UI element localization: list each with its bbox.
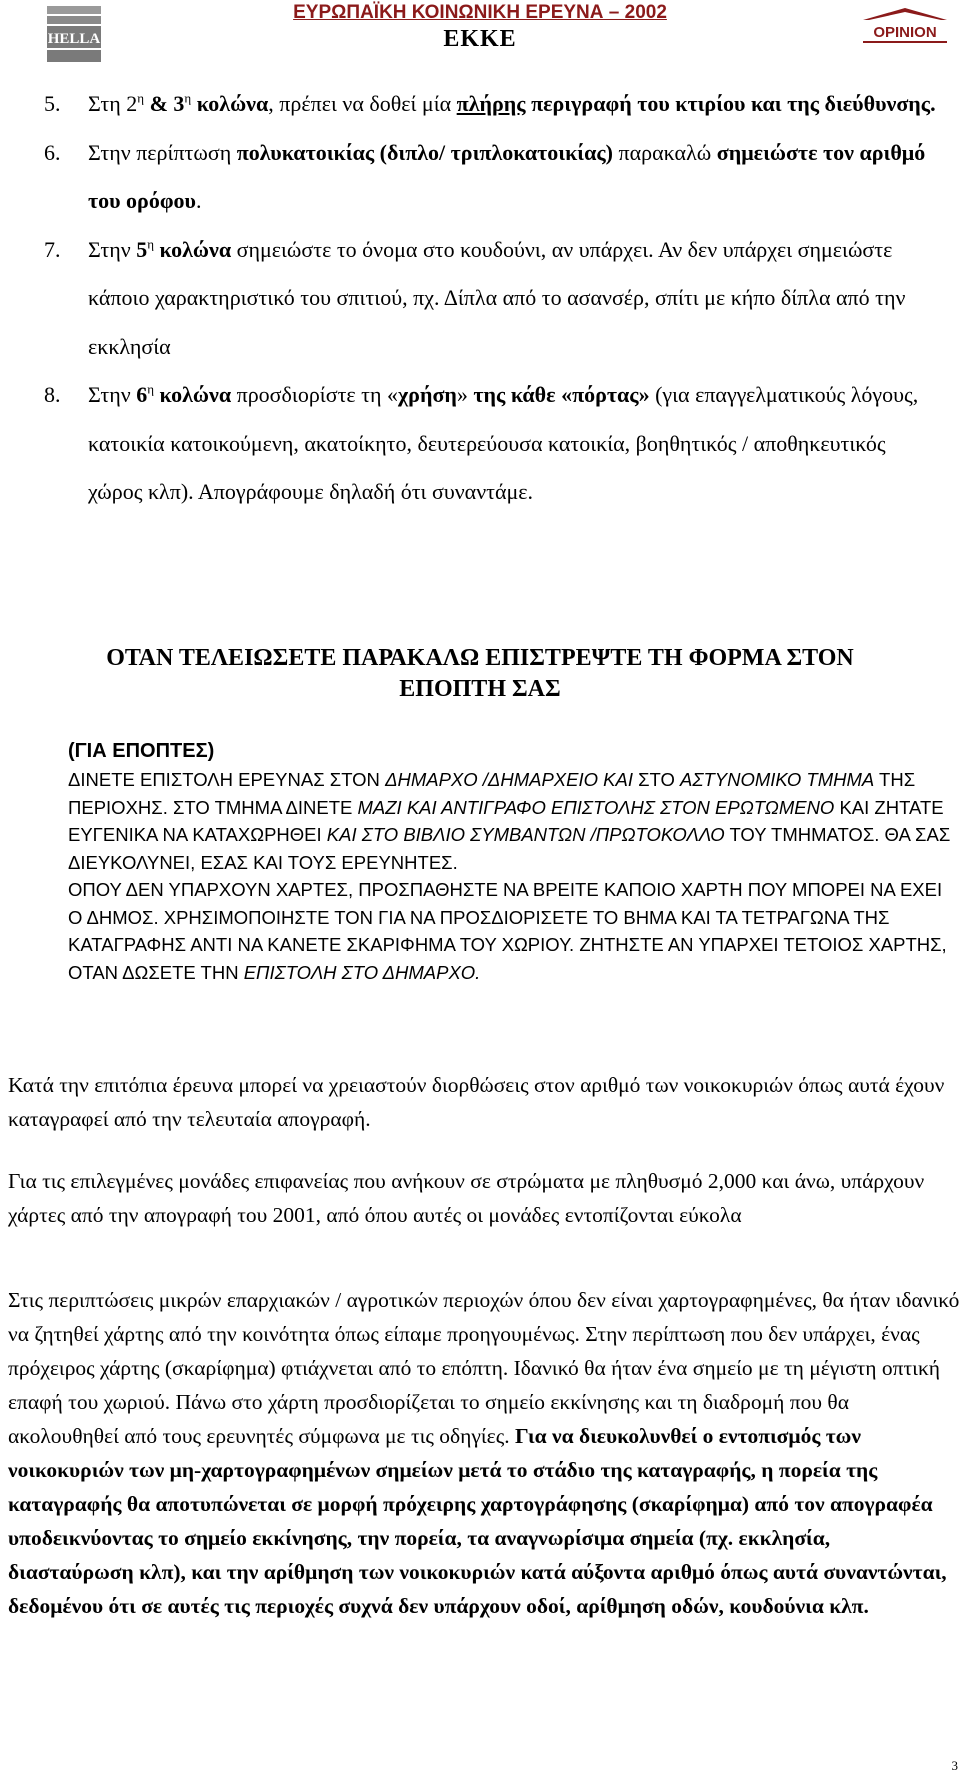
mrb-logo-text: MRB HELLAS S.A. (8, 31, 140, 47)
supervisors-section (68, 736, 958, 986)
list-number: 7. (44, 236, 61, 262)
paragraph-sketch-map: Στις περιπτώσεις μικρών επαρχιακών / αγροτικών περιοχών όπου δεν είναι χαρτογραφημένες, θα ήταν ιδανικό να ζητηθεί χάρτης από την κοινότητα όπως είπαμε προηγουμένως. Στην περίπτωση που δεν υπάρχει, ένας πρόχειρος χάρτης (σκαρίφημα) φτιάχνεται από το επόπτη. Ιδανικό θα ήταν ένα σημείο με τη μέγιστη οπτική επαφή του χωριού. Πάνω στο χάρτη προσδιορίζεται το σημείο εκκίνησης και τη διαδρομή που θα ακολουθηθεί από τους ερευνητές σύμφωνα με τις οδηγίες. Για να διευκολυνθεί ο εντοπισμός των νοικοκυριών των μη-χαρτογραφημένων σημείων μετά το στάδιο της καταγραφής, η πορεία της καταγραφής θα αποτυπώνεται σε μορφή πρόχειρης χαρτογράφησης (σκαρίφημα) από τον απογραφέα υποδεικνύοντας το σημείο εκκίνησης, την πορεία, τα αναγνωρίσιμα σημεία (πχ. εκκλησία, διασταύρωση κλπ), και την αρίθμηση των νοικοκυριών κατά αύξοντα αριθμό όπως αυτά συναντώνται, δεδομένου ότι σε αυτές τις περιοχές συχνά δεν υπάρχουν οδοί, αρίθμηση οδών, κουδούνια κλπ. (8, 1288, 960, 1618)
list-item-5: 5. Στη $2^\eta$ & $3^\eta$ κολώνα, πρέπει να δοθεί μία πλήρης περιγραφή του κτιρίου και της διεύθυνσης. (44, 80, 944, 129)
opinion-logo-text: OPINION (873, 24, 937, 41)
list-number: 8. (44, 382, 61, 407)
list-number: 5. (44, 91, 61, 116)
supervisors-heading: (ΓΙΑ ΕΠΟΠΤΕΣ) (68, 740, 215, 762)
supervisors-paragraph-1: ΔΙΝΕΤΕ ΕΠΙΣΤΟΛΗ ΕΡΕΥΝΑΣ ΣΤΟΝ ΔΗΜΑΡΧΟ /ΔΗΜΑΡΧΕΙΟ ΚΑΙ ΣΤΟ ΑΣΤΥΝΟΜΙΚΟ ΤΜΗΜΑ ΤΗΣ ΠΕΡΙΟΧΗΣ. ΣΤΟ ΤΜΗΜΑ ΔΙΝΕΤΕ ΜΑΖΙ ΚΑΙ ΑΝΤΙΓΡΑΦΟ ΕΠΙΣΤΟΛΗΣ ΣΤΟΝ ΕΡΩΤΩΜΕΝΟ ΚΑΙ ΖΗΤΑΤΕ ΕΥΓΕΝΙΚΑ ΝΑ ΚΑΤΑΧΩΡΗΘΕΙ ΚΑΙ ΣΤΟ ΒΙΒΛΙΟ ΣΥΜΒΑΝΤΩΝ /ΠΡΩΤΟΚΟΛΛΟ ΤΟΥ ΤΜΗΜΑΤΟΣ. ΘΑ ΣΑΣ ΔΙΕΥΚΟΛΥΝΕΙ, ΕΣΑΣ ΚΑΙ ΤΟΥΣ ΕΡΕΥΝΗΤΕΣ. (68, 769, 951, 873)
list-item-7: 7. Στην $5^\eta$ κολώνα σημειώστε το όνομα στο κουδούνι, αν υπάρχει. Αν δεν υπάρχει σημειώστε κάποιο χαρακτηριστικό του σπιτιού, πχ. Δίπλα από το ασανσέρ, σπίτι με κήπο δίπλα από την εκκλησία (44, 226, 944, 372)
return-form-notice: ΟΤΑΝ ΤΕΛΕΙΩΣΕΤΕ ΠΑΡΑΚΑΛΩ ΕΠΙΣΤΡΕΨΤΕ ΤΗ ΦΟΡΜΑ ΣΤΟΝ ΕΠΟΠΤΗ ΣΑΣ (106, 645, 854, 702)
survey-title: ΕΥΡΩΠΑΪΚΗ ΚΟΙΝΩΝΙΚΗ ΕΡΕΥΝΑ – 2002 (293, 2, 667, 23)
page-number: 3 (951, 1758, 958, 1773)
paragraph-corrections: Κατά την επιτόπια έρευνα μπορεί να χρειαστούν διορθώσεις στον αριθμό των νοικοκυριών όπως αυτά έχουν καταγραφεί από την τελευταία απογραφή. (8, 1073, 945, 1131)
organization-name: ΕΚΚΕ (443, 26, 517, 52)
paragraph-census-maps: Για τις επιλεγμένες μονάδες επιφανείας που ανήκουν σε στρώματα με πληθυσμό 2,000 και άνω, υπάρχουν χάρτες από την απογραφή του 2001, από όπου αυτές οι μονάδες εντοπίζονται εύκολα (8, 1169, 925, 1227)
list-item-8: 8. Στην $6^\eta$ κολώνα προσδιορίστε τη «χρήση» της κάθε «πόρτας» (για επαγγελματικούς λόγους, κατοικία κατοικούμενη, ακατοίκητο, δευτερεύουσα κατοικία, βοηθητικός / αποθηκευτικός χώρος κλπ). Απογράφουμε δηλαδή ότι συναντάμε. (44, 371, 944, 517)
list-number: 6. (44, 139, 61, 165)
list-item-6: 6. Στην περίπτωση πολυκατοικίας (διπλο/ τριπλοκατοικίας) παρακαλώ σημειώστε τον αριθμό του ορόφου. (44, 129, 944, 226)
supervisors-paragraph-2: ΟΠΟΥ ΔΕΝ ΥΠΑΡΧΟΥΝ ΧΑΡΤΕΣ, ΠΡΟΣΠΑΘΗΣΤΕ ΝΑ ΒΡΕΙΤΕ ΚΑΠΟΙΟ ΧΑΡΤΗ ΠΟΥ ΜΠΟΡΕΙ ΝΑ ΕΧΕΙ Ο ΔΗΜΟΣ. ΧΡΗΣΙΜΟΠΟΙΗΣΤΕ ΤΟΝ ΓΙΑ ΝΑ ΠΡΟΣΔΙΟΡΙΣΕΤΕ ΤΟ ΒΗΜΑ ΚΑΙ ΤΑ ΤΕΤΡΑΓΩΝΑ ΤΗΣ ΚΑΤΑΓΡΑΦΗΣ ΑΝΤΙ ΝΑ ΚΑΝΕΤΕ ΣΚΑΡΙΦΗΜΑ ΤΟΥ ΧΩΡΙΟΥ. ΖΗΤΗΣΤΕ ΑΝ ΥΠΑΡΧΕΙ ΤΕΤΟΙΟΣ ΧΑΡΤΗΣ, ΟΤΑΝ ΔΩΣΕΤΕ ΤΗΝ ΕΠΙΣΤΟΛΗ ΣΤΟ ΔΗΜΑΡΧΟ. (68, 879, 947, 983)
instruction-list (44, 80, 944, 517)
